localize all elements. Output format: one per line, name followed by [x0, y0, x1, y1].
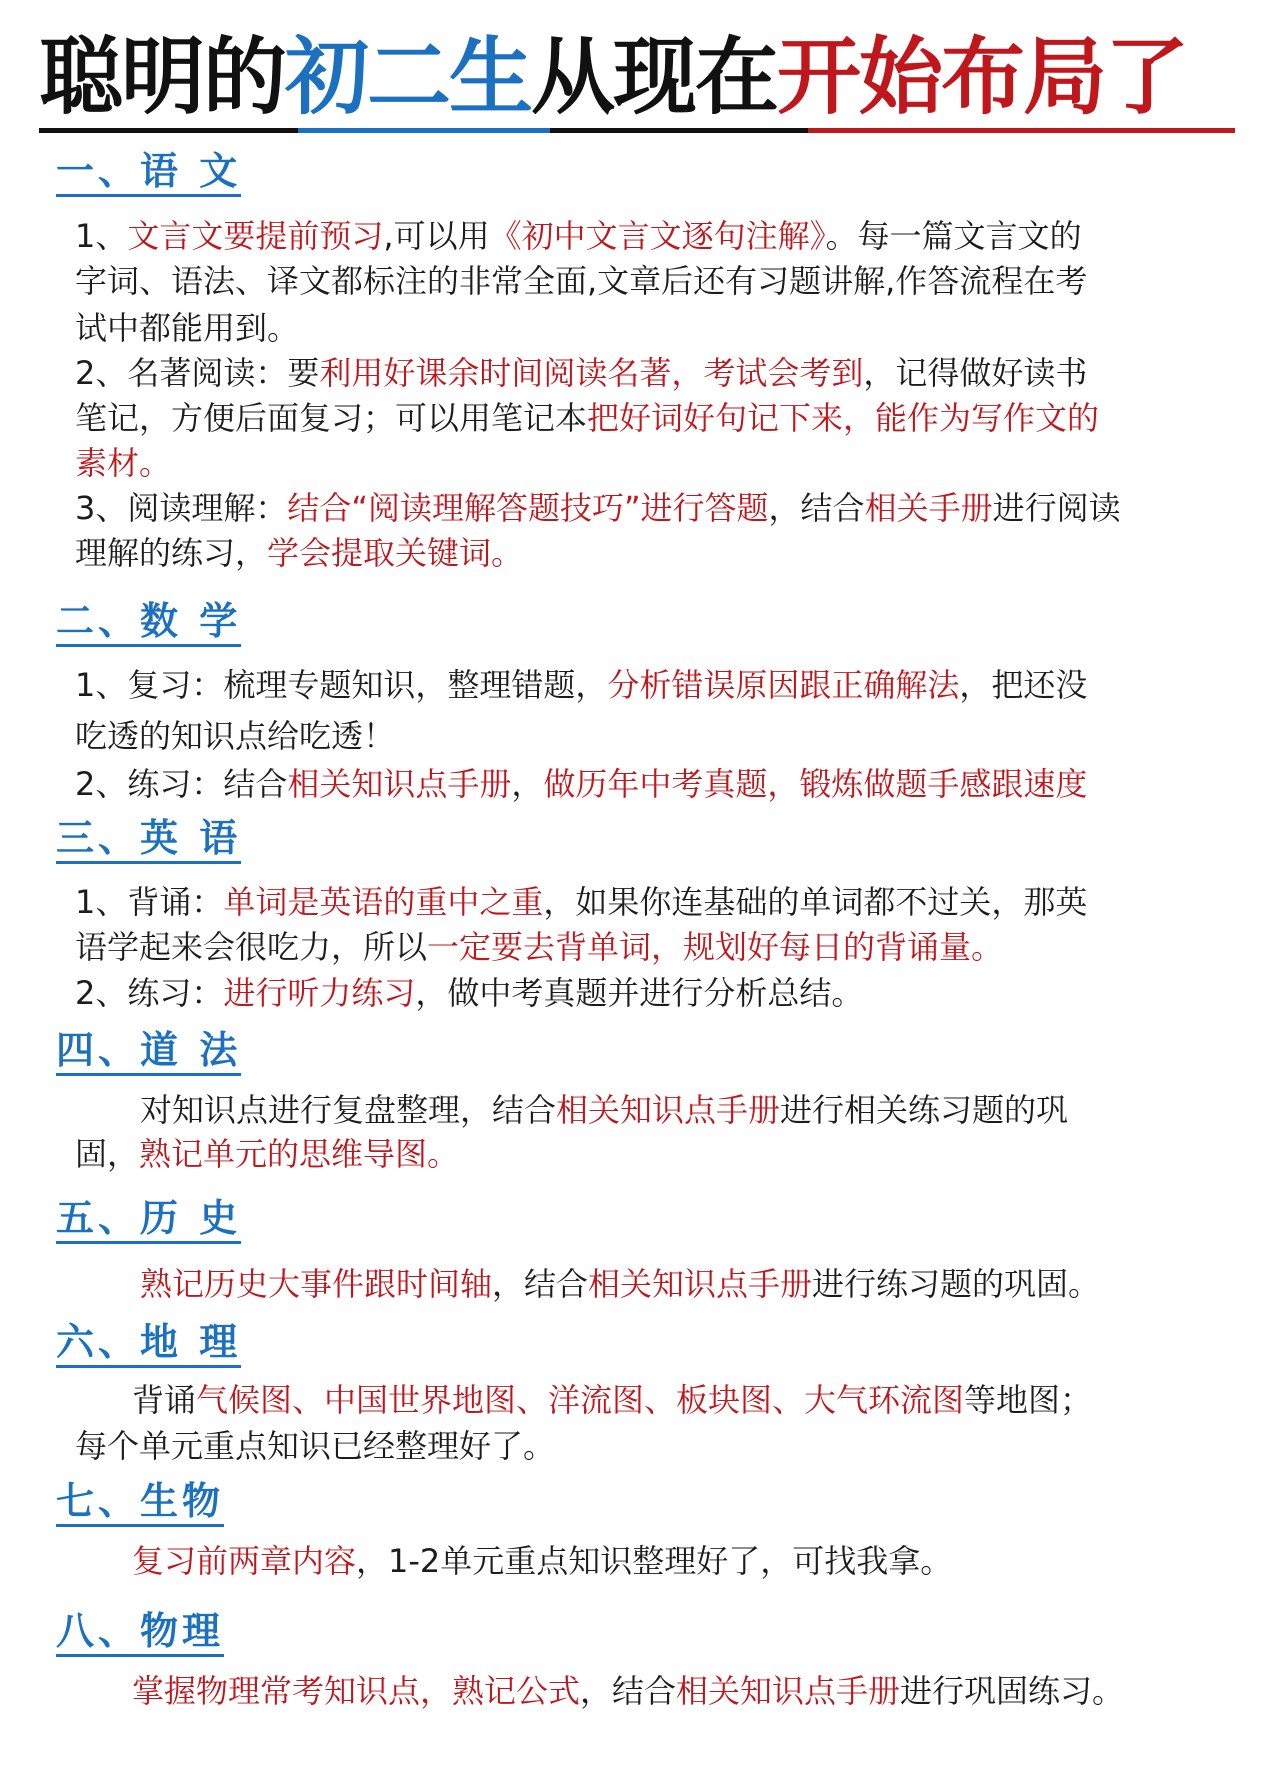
title-part: 从现在	[531, 28, 778, 126]
text-line	[75, 396, 1099, 441]
text-line	[75, 351, 1087, 396]
section-heading: 四、道 法	[56, 1027, 241, 1076]
body-text: ，记得做好读书	[863, 354, 1088, 392]
body-text: 试中都能用到。	[75, 309, 300, 347]
body-text: 固，	[75, 1135, 140, 1173]
highlight-text: 熟记历史大事件跟时间轴	[140, 1265, 493, 1303]
highlight-text: 相关知识点手册	[287, 765, 512, 803]
page-title	[39, 22, 1239, 132]
highlight-text: 进行听力练习	[223, 974, 416, 1012]
body-text: 语学起来会很吃力，所以	[75, 928, 428, 966]
text-line	[75, 714, 395, 759]
body-text: ，如果你连基础的单词都不过关，那英	[543, 883, 1088, 921]
text-line	[140, 1262, 1100, 1307]
text-line	[75, 663, 1087, 708]
highlight-text: 相关知识点手册	[588, 1265, 813, 1303]
body-text: 1、	[75, 217, 128, 255]
body-text: 理解的练习，	[75, 534, 268, 572]
title-underline-blue	[298, 128, 550, 133]
highlight-text: 相关知识点手册	[556, 1091, 781, 1129]
title-underline-red	[808, 128, 1235, 133]
text-line	[75, 1132, 459, 1177]
section-heading: 六、地 理	[56, 1319, 241, 1368]
text-line	[132, 1378, 1092, 1423]
highlight-text: 复习前两章内容	[132, 1542, 357, 1580]
section-heading: 八、物理	[56, 1608, 224, 1657]
body-text: 对知识点进行复盘整理，结合	[140, 1091, 557, 1129]
body-text: 。每一篇文言文的	[825, 217, 1082, 255]
body-text: 笔记，方便后面复习；可以用笔记本	[75, 399, 588, 437]
body-text: 等地图；	[964, 1381, 1093, 1419]
body-text: ，1-2单元重点知识整理好了，可找我拿。	[356, 1542, 953, 1580]
section-heading: 一、语 文	[56, 148, 241, 197]
body-text: 吃透的知识点给吃透！	[75, 717, 396, 755]
text-line	[75, 880, 1087, 925]
highlight-text: 利用好课余时间阅读名著，考试会考到	[319, 354, 864, 392]
text-line	[140, 1088, 1068, 1133]
text-line	[75, 306, 299, 351]
section-heading: 五、历 史	[56, 1195, 241, 1244]
highlight-text: 把好词好句记下来，能作为写作文的	[587, 399, 1100, 437]
body-text: 字词、语法、译文都标注的非常全面,文章后还有习题讲解,作答流程在考	[75, 262, 1088, 300]
body-text: 1、背诵：	[75, 883, 224, 921]
text-line	[75, 259, 1087, 304]
highlight-text: 一定要去背单词，规划好每日的背诵量。	[427, 928, 1004, 966]
body-text: 进行相关练习题的巩	[780, 1091, 1069, 1129]
body-text: 2、名著阅读：要	[75, 354, 320, 392]
body-text: ，结合	[580, 1672, 677, 1710]
body-text: 进行练习题的巩固。	[812, 1265, 1101, 1303]
title-part: 聪明的	[39, 28, 286, 126]
section-heading: 七、生物	[56, 1478, 224, 1527]
body-text: 2、练习：结合	[75, 765, 288, 803]
highlight-text: 相关手册	[864, 489, 993, 527]
body-text: ，	[511, 765, 544, 803]
text-line	[75, 486, 1121, 531]
body-text: ,可以用	[383, 217, 490, 255]
section-heading: 二、数 学	[56, 598, 241, 647]
body-text: ，做中考真题并进行分析总结。	[415, 974, 864, 1012]
body-text: 进行阅读	[992, 489, 1121, 527]
highlight-text: 结合“阅读理解答题技巧”进行答题	[287, 489, 769, 527]
text-line	[75, 762, 1087, 807]
body-text: 每个单元重点知识已经整理好了。	[75, 1427, 556, 1465]
body-text: ，结合	[768, 489, 865, 527]
text-line	[75, 925, 1003, 970]
body-text: 1、复习：梳理专题知识，整理错题，	[75, 666, 608, 704]
highlight-text: 学会提取关键词。	[267, 534, 524, 572]
title-part: 初二生	[285, 28, 532, 126]
body-text: 2、练习：	[75, 974, 224, 1012]
text-line	[132, 1539, 952, 1584]
text-line	[75, 971, 863, 1016]
text-line	[75, 441, 171, 486]
body-text: ，把还没	[959, 666, 1088, 704]
title-part: 开始布局了	[777, 28, 1188, 126]
highlight-text: 素材。	[75, 444, 172, 482]
body-text: 背诵	[132, 1381, 197, 1419]
highlight-text: 相关知识点手册	[676, 1672, 901, 1710]
highlight-text: 分析错误原因跟正确解法	[607, 666, 960, 704]
body-text: ，结合	[492, 1265, 589, 1303]
body-text: 进行巩固练习。	[900, 1672, 1125, 1710]
highlight-text: 《初中文言文逐句注解》	[489, 217, 826, 255]
highlight-text: 气候图、中国世界地图、洋流图、板块图、大气环流图	[196, 1381, 965, 1419]
highlight-text: 掌握物理常考知识点，熟记公式	[132, 1672, 581, 1710]
title-underline-black-2	[550, 128, 808, 133]
text-line	[75, 1424, 555, 1469]
title-underline-black-1	[39, 128, 298, 133]
highlight-text: 做历年中考真题，锻炼做题手感跟速度	[543, 765, 1088, 803]
section-heading: 三、英 语	[56, 815, 241, 864]
text-line	[132, 1669, 1124, 1714]
highlight-text: 单词是英语的重中之重	[223, 883, 544, 921]
highlight-text: 熟记单元的思维导图。	[139, 1135, 460, 1173]
text-line	[75, 531, 523, 576]
highlight-text: 文言文要提前预习	[127, 217, 384, 255]
text-line	[75, 214, 1082, 259]
body-text: 3、阅读理解：	[75, 489, 288, 527]
